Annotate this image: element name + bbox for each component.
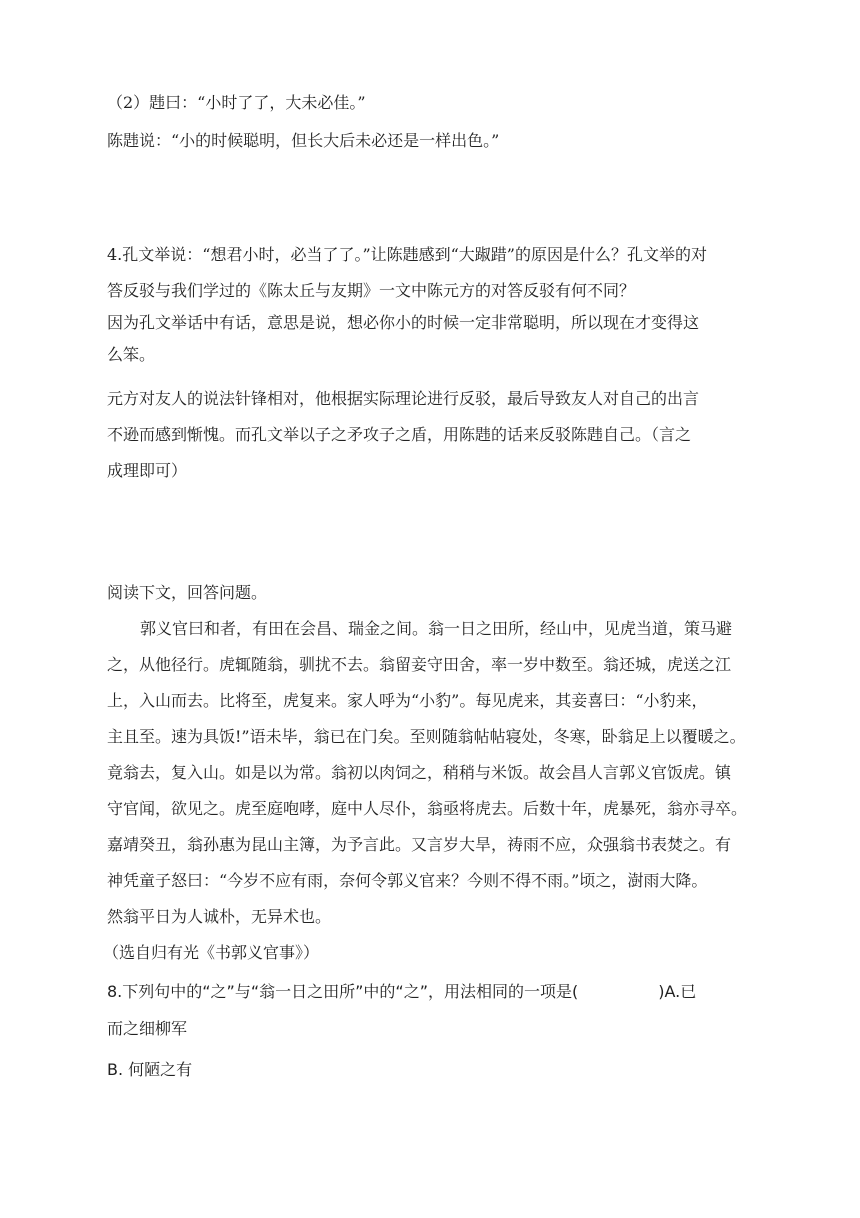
- passage-line: 上，入山而去。比将至，虎复来。家人呼为“小豹”。每见虎来，其妾喜曰：“小豹来，: [107, 691, 708, 710]
- q4-answer-line-2: 么笨。: [107, 345, 156, 364]
- passage-line: 守官闻，欲见之。虎至庭咆哮，庭中人尽仆，翁亟将虎去。后数十年，虎暴死，翁亦寻卒。: [107, 799, 748, 818]
- q8-option-b: B. 何陋之有: [107, 1060, 193, 1079]
- q4-answer-line-5: 成理即可）: [107, 461, 188, 480]
- q4-prompt-line-1: 4.孔文举说：“想君小时，必当了了。”让陈韪感到“大踧踖”的原因是什么？孔文举的对: [107, 245, 707, 264]
- q4-answer-line-3: 元方对友人的说法针锋相对，他根据实际理论进行反驳，最后导致友人对自己的出言: [107, 389, 700, 408]
- passage-line: 然翁平日为人诚朴，无异术也。: [107, 907, 332, 926]
- passage-line: 主且至。速为具饭!”语未毕，翁已在门矣。至则随翁帖帖寝处，冬寒，卧翁足上以覆暖之。: [107, 727, 746, 746]
- q8-prompt-line-1: 8.下列句中的“之”与“翁一日之田所”中的“之”，用法相同的一项是( )A.已: [107, 982, 697, 1001]
- passage-line: 竟翁去，复入山。如是以为常。翁初以肉饲之，稍稍与米饭。故会昌人言郭义官饭虎。镇: [107, 763, 732, 782]
- prev-answer-line: 陈韪说：“小的时候聪明，但长大后未必还是一样出色。”: [107, 131, 500, 150]
- passage-source: （选自归有光《书郭义官事》）: [103, 943, 320, 962]
- prev-question-line: （2）韪曰：“小时了了，大未必佳。”: [107, 93, 366, 112]
- q4-answer-line-4: 不逊而感到惭愧。而孔文举以子之矛攻子之盾，用陈韪的话来反驳陈韪自己。（言之: [107, 425, 692, 444]
- reading-instruction: 阅读下文，回答问题。: [107, 583, 268, 602]
- q8-prompt-line-2: 而之细柳军: [107, 1019, 188, 1038]
- q4-answer-line-1: 因为孔文举话中有话，意思是说，想必你小的时候一定非常聪明，所以现在才变得这: [107, 313, 700, 332]
- passage-line: 郭义官曰和者，有田在会昌、瑞金之间。翁一日之田所，经山中，见虎当道，策马避: [140, 619, 733, 638]
- q4-prompt-line-2: 答反驳与我们学过的《陈太丘与友期》一文中陈元方的对答反驳有何不同？: [107, 281, 636, 300]
- passage-line: 嘉靖癸丑，翁孙惠为昆山主簿，为予言此。又言岁大旱，祷雨不应，众强翁书表焚之。有: [107, 835, 732, 854]
- passage-line: 神凭童子怒曰：“今岁不应有雨，奈何令郭义官来？今则不得不雨。”顷之，澍雨大降。: [107, 871, 708, 890]
- passage-line: 之，从他径行。虎辄随翁，驯扰不去。翁留妾守田舍，率一岁中数至。翁还城，虎送之江: [107, 655, 732, 674]
